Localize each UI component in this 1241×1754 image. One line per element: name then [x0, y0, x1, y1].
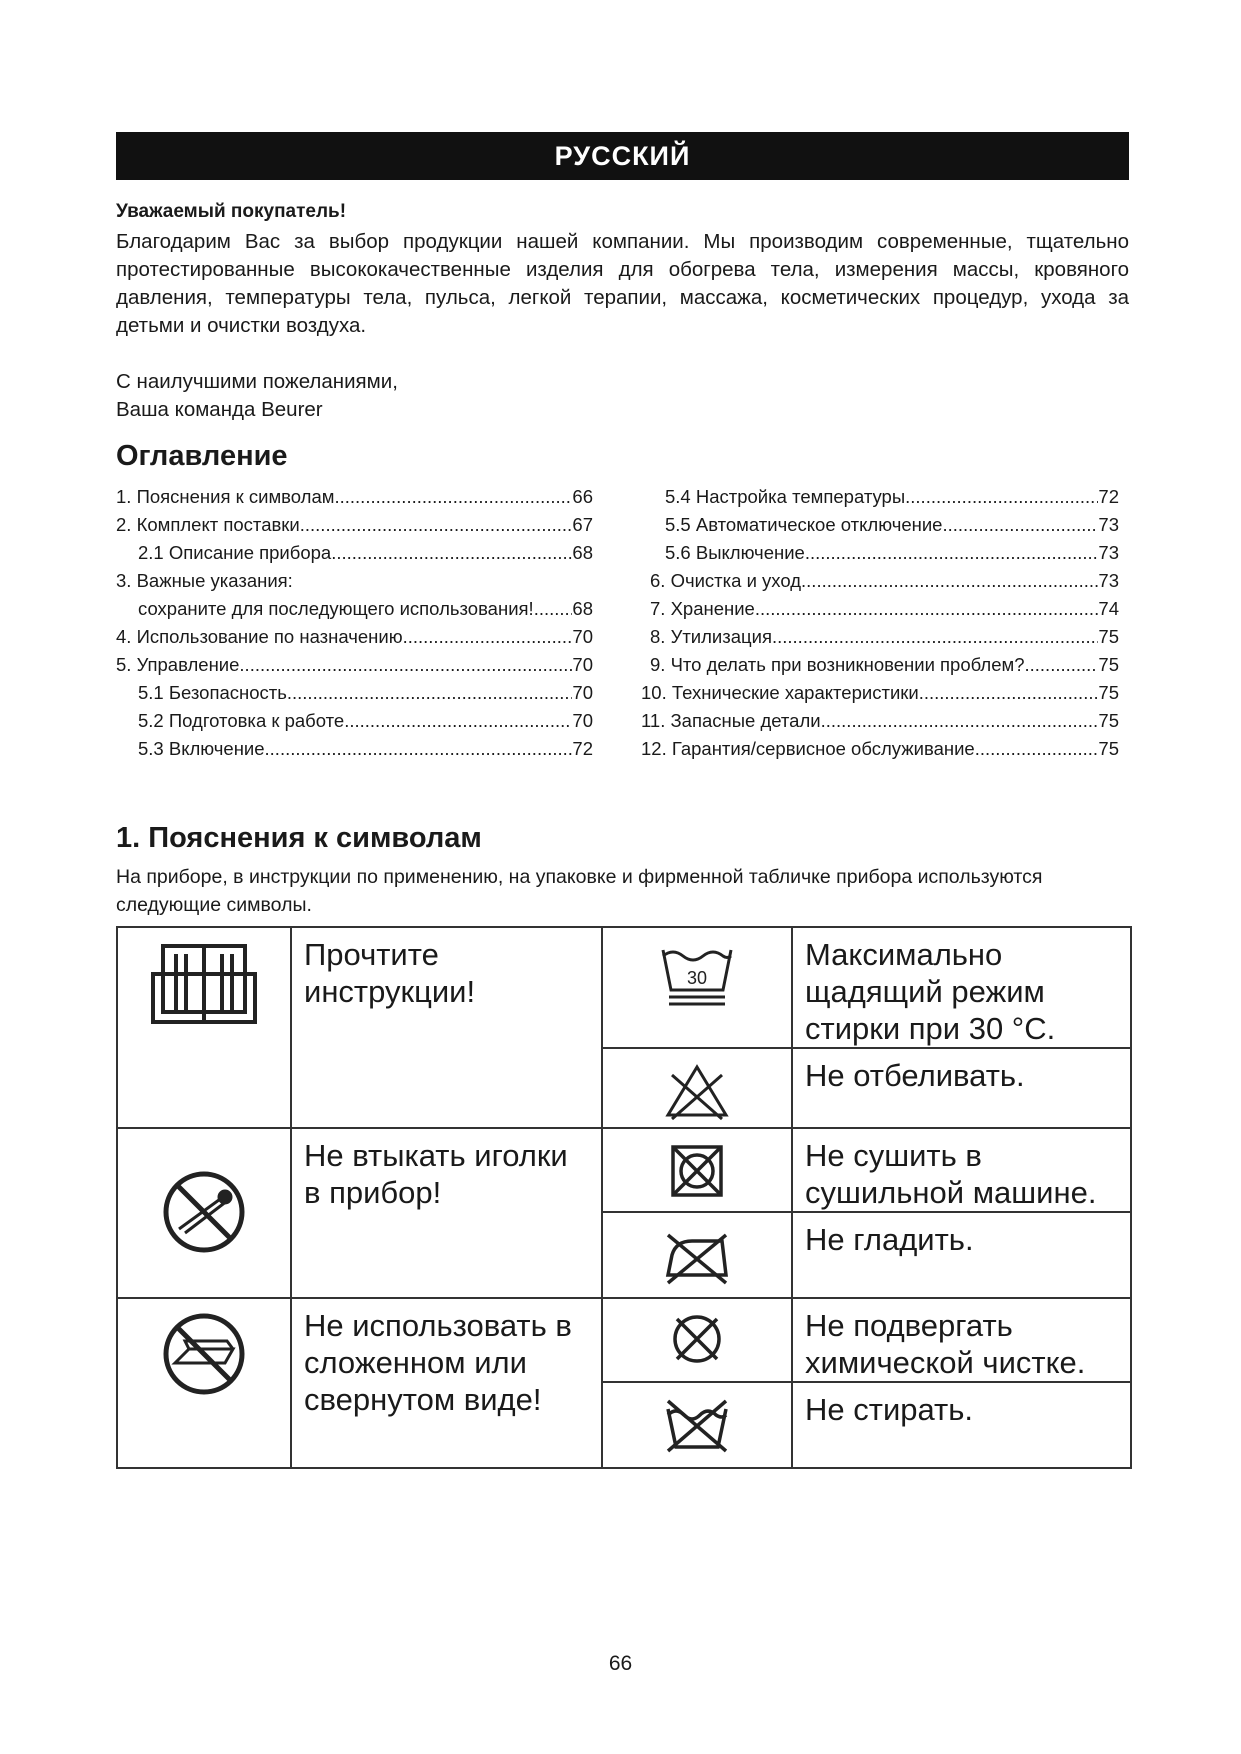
toc-entry-page: 66	[572, 486, 593, 507]
toc-entry[interactable]	[641, 679, 1119, 707]
toc-entry[interactable]	[116, 623, 593, 651]
toc-entry-title: 9. Что делать при возникновении проблем?	[650, 654, 1025, 675]
toc-heading: Оглавление	[116, 440, 288, 472]
toc-entry-title: 5.2 Подготовка к работе	[138, 710, 345, 731]
no-bleach-icon	[602, 1048, 792, 1128]
toc-entry[interactable]	[641, 539, 1119, 567]
toc-entry-title: 11. Запасные детали	[641, 710, 821, 731]
language-banner: РУССКИЙ	[116, 132, 1129, 180]
greeting-title: Уважаемый покупатель!	[116, 201, 347, 222]
no-needles-text: Не втыкать иголки в прибор!	[291, 1128, 602, 1298]
no-iron-icon	[602, 1212, 792, 1298]
read-instructions-icon	[117, 927, 291, 1128]
signature-line: Ваша команда Beurer	[116, 398, 323, 421]
toc-entry-title: 8. Утилизация	[650, 626, 772, 647]
wash-30-icon	[602, 927, 792, 1048]
toc-entry[interactable]	[116, 651, 593, 679]
no-bleach-text: Не отбеливать.	[792, 1048, 1131, 1128]
no-folded-use-icon	[117, 1298, 291, 1468]
toc-entry-page: 70	[572, 654, 593, 675]
no-wash-text: Не стирать.	[792, 1382, 1131, 1468]
toc-entry-page: 75	[1098, 710, 1119, 731]
toc-entry-page: 70	[572, 682, 593, 703]
symbols-table	[116, 926, 1130, 1459]
toc-entry-title: 6. Очистка и уход	[650, 570, 802, 591]
toc-entry-page: 68	[572, 542, 593, 563]
section-intro: На приборе, в инструкции по применению, на упаковке и фирменной табличке прибора используются следующие символы.	[116, 866, 1043, 916]
no-wash-icon	[602, 1382, 792, 1468]
no-dry-clean-text: Не подвергать химической чистке.	[792, 1298, 1131, 1382]
no-iron-text: Не гладить.	[792, 1212, 1131, 1298]
toc-entry[interactable]	[116, 707, 593, 735]
read-instructions-text: Прочтите инструкции!	[291, 927, 602, 1128]
wash-temperature-label: 30	[686, 968, 708, 988]
no-tumble-dry-text: Не сушить в сушильной машине.	[792, 1128, 1131, 1212]
page-number: 66	[608, 1652, 633, 1675]
toc-entry[interactable]	[641, 595, 1119, 623]
toc-entry[interactable]	[116, 735, 593, 763]
toc-entry-page: 75	[1098, 682, 1119, 703]
toc-entry-title: 1. Пояснения к символам	[116, 486, 335, 507]
toc-entry-title: 4. Использование по назначению	[116, 626, 403, 647]
toc-left-column	[116, 483, 593, 763]
toc-entry-title: 5.4 Настройка температуры	[665, 486, 906, 507]
toc-entry-page: 73	[1098, 542, 1119, 563]
no-dry-clean-icon	[602, 1298, 792, 1382]
toc-entry-page: 70	[572, 710, 593, 731]
toc-entry-title: 5.6 Выключение	[665, 542, 805, 563]
toc-entry[interactable]	[641, 735, 1119, 763]
toc-entry-page: 68	[572, 598, 593, 619]
toc-entry-page: 67	[572, 514, 593, 535]
toc-entry-title: 7. Хранение	[650, 598, 755, 619]
toc-entry[interactable]	[116, 595, 593, 623]
toc-right-column	[641, 483, 1119, 763]
toc-entry-title: 5.1 Безопасность	[138, 682, 287, 703]
toc-entry[interactable]	[641, 567, 1119, 595]
toc-entry[interactable]	[641, 623, 1119, 651]
wash-30-text: Максимально щадящий режим стирки при 30 °С.	[792, 927, 1131, 1048]
toc-entry-page: 75	[1098, 738, 1119, 759]
toc-entry-title: 5.5 Автоматическое отключение	[665, 514, 943, 535]
toc-entry-title: 5. Управление	[116, 654, 240, 675]
toc-entry-page: 70	[572, 626, 593, 647]
toc-entry[interactable]	[116, 539, 593, 567]
toc-entry-page: 73	[1098, 570, 1119, 591]
toc-entry[interactable]	[641, 651, 1119, 679]
toc-entry-page: 75	[1098, 626, 1119, 647]
intro-paragraph: Благодарим Вас за выбор продукции нашей компании. Мы производим современные, тщательно протестированные высококачественные изделия для обогрева тела, измерения массы, кровяного давления, температуры тела, пульса, легкой терапии, массажа, косметических процедур, ухода за детьми и очистки воздуха.	[116, 230, 1129, 337]
toc-entry-page: 72	[572, 738, 593, 759]
toc-entry-title: 10. Технические характеристики	[641, 682, 919, 703]
toc-entry-title: 3. Важные указания:	[116, 570, 293, 591]
toc-entry[interactable]	[116, 511, 593, 539]
toc-entry-page: 73	[1098, 514, 1119, 535]
toc-entry[interactable]	[116, 679, 593, 707]
no-tumble-dry-icon	[602, 1128, 792, 1212]
toc-entry-title: 2.1 Описание прибора	[138, 542, 332, 563]
toc-entry-page: 75	[1098, 654, 1119, 675]
toc-entry-page: 74	[1098, 598, 1119, 619]
toc-entry[interactable]	[641, 707, 1119, 735]
section-heading: 1. Пояснения к символам	[116, 822, 482, 854]
toc-entry-title: сохраните для последующего использования!	[138, 598, 534, 619]
toc-entry-title: 12. Гарантия/сервисное обслуживание	[641, 738, 975, 759]
toc-entry[interactable]	[116, 567, 593, 595]
toc-entry[interactable]	[641, 483, 1119, 511]
toc-entry[interactable]	[641, 511, 1119, 539]
closing	[116, 368, 398, 424]
no-folded-use-text: Не использовать в сложенном или свернутом виде!	[291, 1298, 602, 1468]
toc-entry-page: 72	[1098, 486, 1119, 507]
closing-line: С наилучшими пожеланиями,	[116, 370, 398, 393]
toc-entry-title: 2. Комплект поставки	[116, 514, 300, 535]
toc-entry-title: 5.3 Включение	[138, 738, 265, 759]
toc-entry[interactable]	[116, 483, 593, 511]
no-needles-icon	[117, 1128, 291, 1298]
